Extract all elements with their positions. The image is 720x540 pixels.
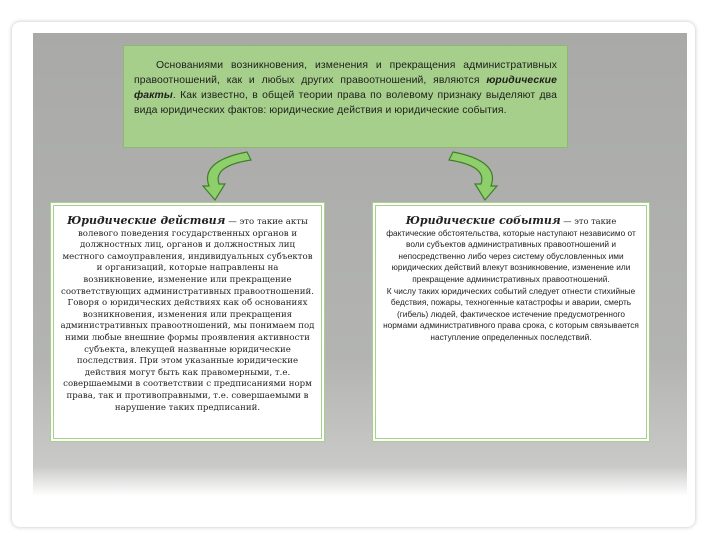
legal-events-text: фактические обстоятельства, которые наступают независимо от воли субъектов административных правоотношений и непосредственно либо через систему обусловленных ими юридических действий влекут возникновение, изменение или прекращение административных правоотношений.: [386, 227, 636, 284]
curved-arrow-left-icon: [195, 150, 275, 202]
legal-events-examples-text: К числу таких юридических событий следует отнести стихийные бедствия, пожары, техногенные катастрофы и аварии, смерть (гибель) людей, фактическое истечение предусмотренного нормами административного права срока, с которым связывается наступление определенных последствий.: [383, 285, 639, 342]
panel-reflection: [33, 466, 687, 496]
legal-facts-intro-box: [123, 45, 568, 148]
intro-text-rest: . Как известно, в общей теории права по волевому признаку выделяют два вида юридических фактов: юридические действия и юридические события.: [134, 90, 557, 116]
legal-events-dash-text: — это такие: [560, 216, 617, 226]
legal-events-title-line: [382, 215, 640, 228]
legal-actions-text: — это такие акты волевого поведения государственных органов и должностных лиц, органов и должностных лиц местного самоуправления, индивидуальных субъектов и организаций, которые направлены на возникновение, изменение или прекращение соответствующих административных правоотношений. Говоря о юридических действиях как об основаниях возникновения, изменения или прекращения административных правоотношений, мы понимаем под ними любые внешние формы проявления активности субъекта, влекущей названные юридические последствия. При этом указанные юридические действия могут быть как правомерными, т.е. совершаемыми в соответствии с предписаниями норм права, так и противоправными, т.е. совершаемыми в нарушение таких предписаний.: [60, 217, 315, 413]
legal-events-heading: Юридические события: [405, 214, 561, 227]
legal-facts-term: юридические факты: [134, 75, 557, 101]
intro-text: Основаниями возникновения, изменения и прекращения административных правоотношений, как и любых других правоотношений, являются: [134, 60, 557, 86]
curved-arrow-right-icon: [425, 150, 505, 202]
legal-events-box: [372, 202, 650, 442]
legal-actions-box: [50, 202, 325, 442]
legal-actions-heading: Юридические действия: [67, 214, 226, 227]
